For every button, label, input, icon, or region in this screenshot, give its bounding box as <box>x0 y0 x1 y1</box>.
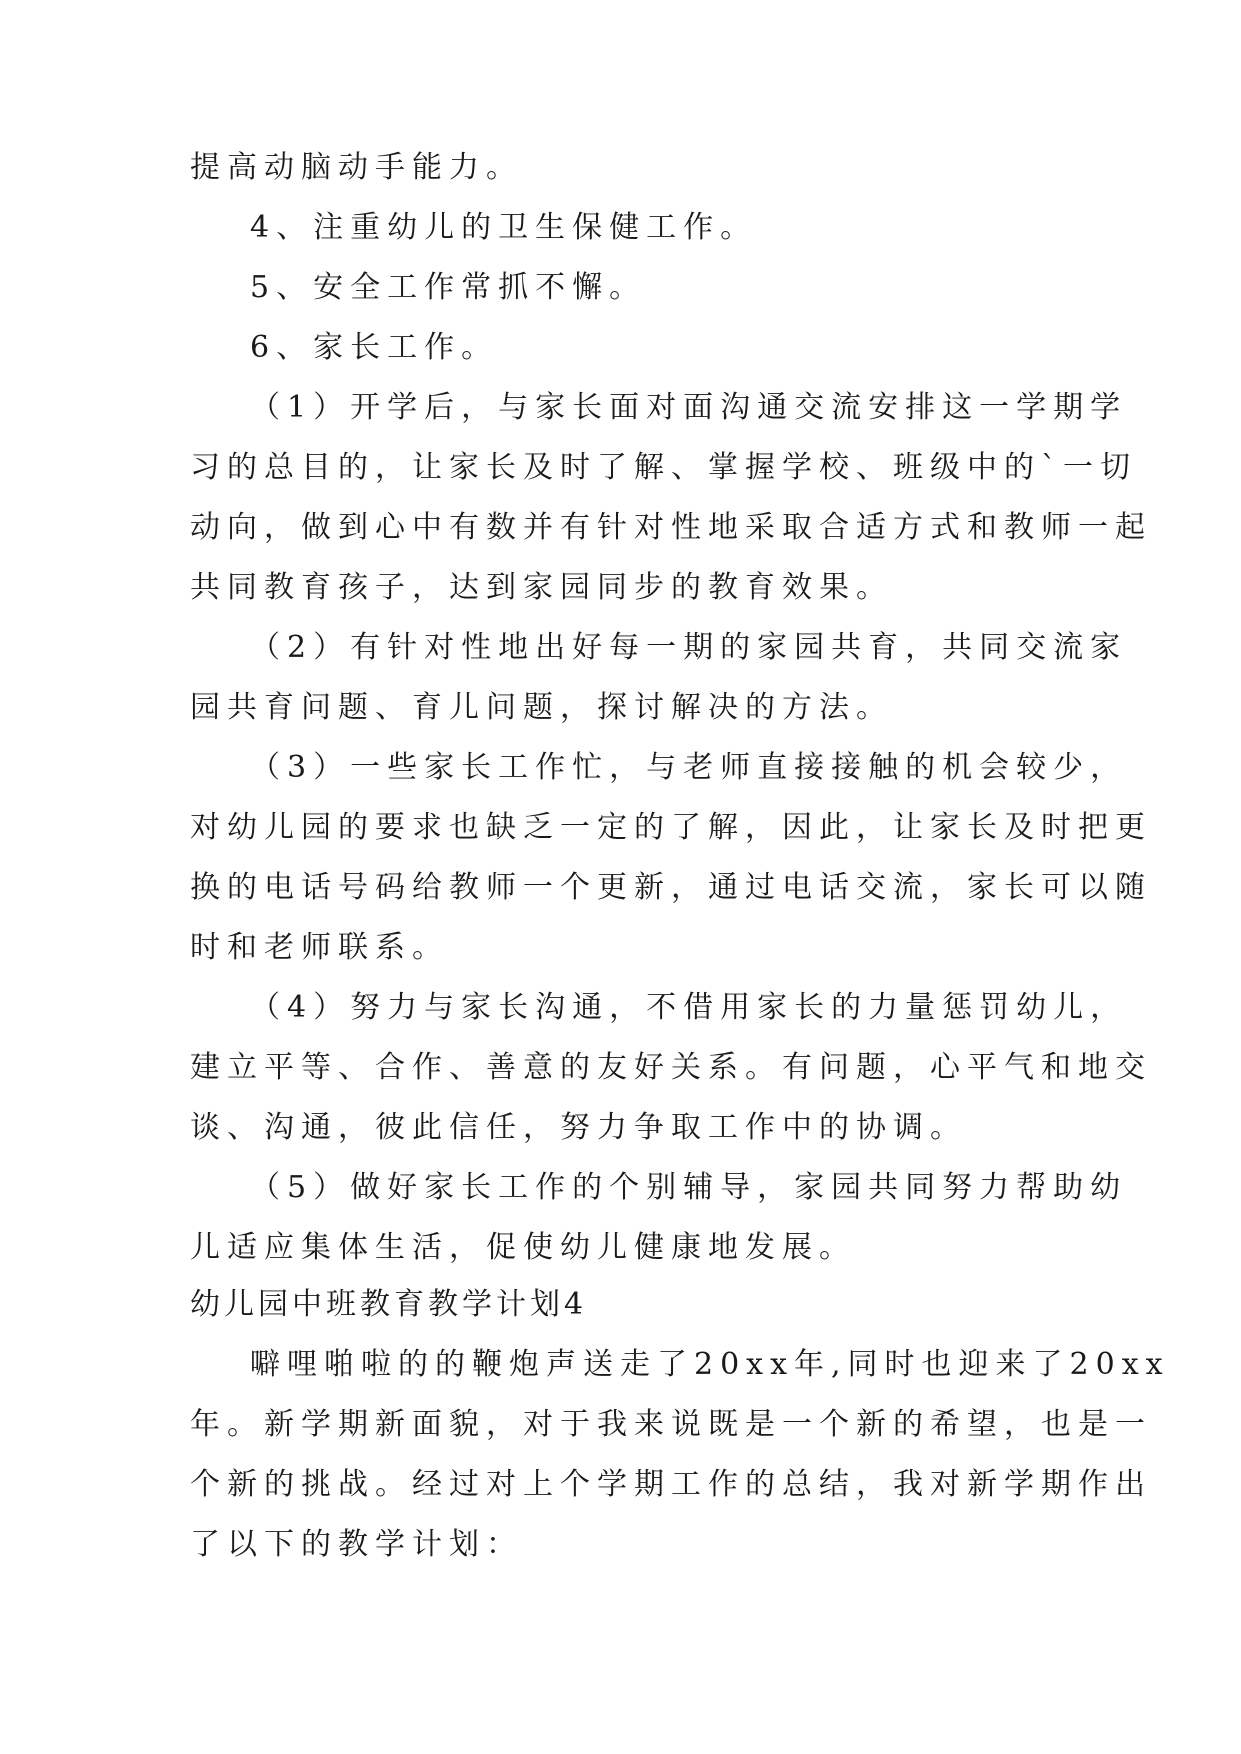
paragraph-line: 动向，做到心中有数并有针对性地采取合适方式和教师一起 <box>190 510 1152 545</box>
list-item: 4、注重幼儿的卫生保健工作。 <box>250 210 758 245</box>
paragraph-line: 谈、沟通，彼此信任，努力争取工作中的协调。 <box>190 1110 967 1145</box>
paragraph-line: （4）努力与家长沟通，不借用家长的力量惩罚幼儿， <box>250 990 1128 1025</box>
paragraph-line: 个新的挑战。经过对上个学期工作的总结，我对新学期作出 <box>190 1467 1152 1502</box>
paragraph-line: 共同教育孩子，达到家园同步的教育效果。 <box>190 570 893 605</box>
paragraph-line: 儿适应集体生活，促使幼儿健康地发展。 <box>190 1230 856 1265</box>
paragraph-line: 时和老师联系。 <box>190 930 449 965</box>
list-item: 5、安全工作常抓不懈。 <box>250 270 647 305</box>
paragraph-line: （1）开学后，与家长面对面沟通交流安排这一学期学 <box>250 390 1128 425</box>
paragraph-line: 了以下的教学计划： <box>190 1527 523 1562</box>
paragraph-line: （5）做好家长工作的个别辅导，家园共同努力帮助幼 <box>250 1170 1128 1205</box>
paragraph-line: 园共育问题、育儿问题，探讨解决的方法。 <box>190 690 893 725</box>
paragraph-line: 建立平等、合作、善意的友好关系。有问题，心平气和地交 <box>190 1050 1152 1085</box>
section-heading: 幼儿园中班教育教学计划4 <box>190 1287 588 1322</box>
paragraph-line: 对幼儿园的要求也缺乏一定的了解，因此，让家长及时把更 <box>190 810 1152 845</box>
paragraph-line: （3）一些家长工作忙，与老师直接接触的机会较少， <box>250 750 1128 785</box>
paragraph-line: （2）有针对性地出好每一期的家园共育，共同交流家 <box>250 630 1128 665</box>
paragraph-line: 习的总目的，让家长及时了解、掌握学校、班级中的`一切 <box>190 450 1137 485</box>
paragraph-line: 换的电话号码给教师一个更新，通过电话交流，家长可以随 <box>190 870 1152 905</box>
paragraph-line: 噼哩啪啦的的鞭炮声送走了20xx年,同时也迎来了20xx <box>250 1347 1170 1382</box>
list-item: 6、家长工作。 <box>250 330 499 365</box>
text-line: 提高动脑动手能力。 <box>190 150 523 185</box>
paragraph-line: 年。新学期新面貌，对于我来说既是一个新的希望，也是一 <box>190 1407 1152 1442</box>
